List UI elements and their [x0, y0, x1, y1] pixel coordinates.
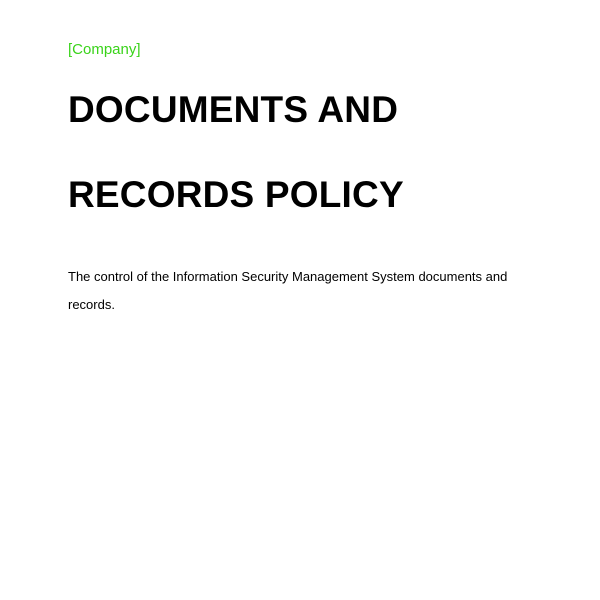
document-title-line-1: DOCUMENTS AND	[68, 89, 399, 130]
document-description-line-1: The control of the Information Security Management System documents and	[68, 269, 508, 284]
document-title-line-2: RECORDS POLICY	[68, 174, 404, 215]
document-description-line-2: records.	[68, 297, 115, 312]
company-placeholder: [Company]	[68, 41, 141, 58]
